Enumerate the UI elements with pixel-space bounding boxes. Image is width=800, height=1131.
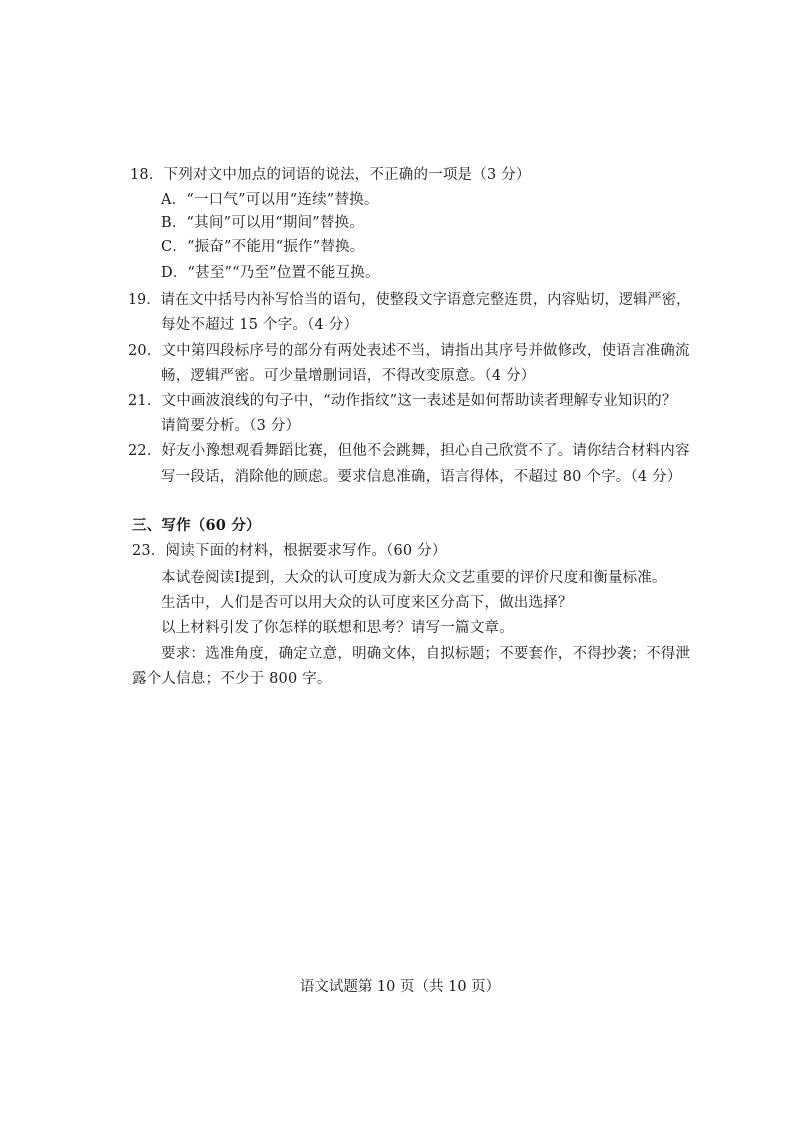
q23-material-2: 生活中，人们是否可以用大众的认可度来区分高下，做出选择？ bbox=[161, 595, 573, 611]
q23-requirement-line1: 要求：选准角度，确定立意，明确文体，自拟标题；不要套作，不得抄袭；不得泄 bbox=[161, 646, 691, 662]
q19-line2: 每处不超过 15 个字。（4 分） bbox=[161, 317, 359, 333]
q19-line1: 19．请在文中括号内补写恰当的语句，使整段文字语意完整连贯，内容贴切，逻辑严密， bbox=[128, 292, 691, 308]
q23-stem: 23．阅读下面的材料，根据要求写作。（60 分） bbox=[132, 543, 447, 559]
q18-option-b: B．“其间”可以用“期间”替换。 bbox=[161, 215, 365, 231]
q18-option-a: A．“一口气”可以用“连续”替换。 bbox=[161, 192, 379, 208]
q18-option-c: C．“振奋”不能用“振作”替换。 bbox=[161, 239, 365, 255]
q23-material-1: 本试卷阅读Ⅰ提到，大众的认可度成为新大众文艺重要的评价尺度和衡量标准。 bbox=[161, 570, 667, 586]
q20-line2: 畅，逻辑严密。可少量增删词语，不得改变原意。（4 分） bbox=[161, 368, 536, 384]
q23-material-3: 以上材料引发了你怎样的联想和思考？请写一篇文章。 bbox=[161, 620, 514, 636]
q18-option-d: D．“甚至”“乃至”位置不能互换。 bbox=[161, 265, 380, 281]
q22-line2: 写一段话，消除他的顾虑。要求信息准确，语言得体，不超过 80 个字。（4 分） bbox=[161, 469, 682, 485]
q23-requirement-line2: 露个人信息；不少于 800 字。 bbox=[132, 671, 332, 687]
q21-line2: 请简要分析。（3 分） bbox=[161, 418, 301, 434]
page-footer: 语文试题第 10 页（共 10 页） bbox=[299, 979, 501, 995]
q22-line1: 22．好友小豫想观看舞蹈比赛，但他不会跳舞，担心自己欣赏不了。请你结合材料内容 bbox=[128, 443, 690, 459]
q18-stem: 18．下列对文中加点的词语的说法，不正确的一项是（3 分） bbox=[130, 167, 531, 183]
q21-line1: 21．文中画波浪线的句子中，“动作指纹”这一表述是如何帮助读者理解专业知识的？ bbox=[128, 393, 677, 409]
q20-line1: 20．文中第四段标序号的部分有两处表述不当，请指出其序号并做修改，使语言准确流 bbox=[128, 343, 690, 359]
section-heading-writing: 三、写作（60 分） bbox=[132, 517, 261, 534]
